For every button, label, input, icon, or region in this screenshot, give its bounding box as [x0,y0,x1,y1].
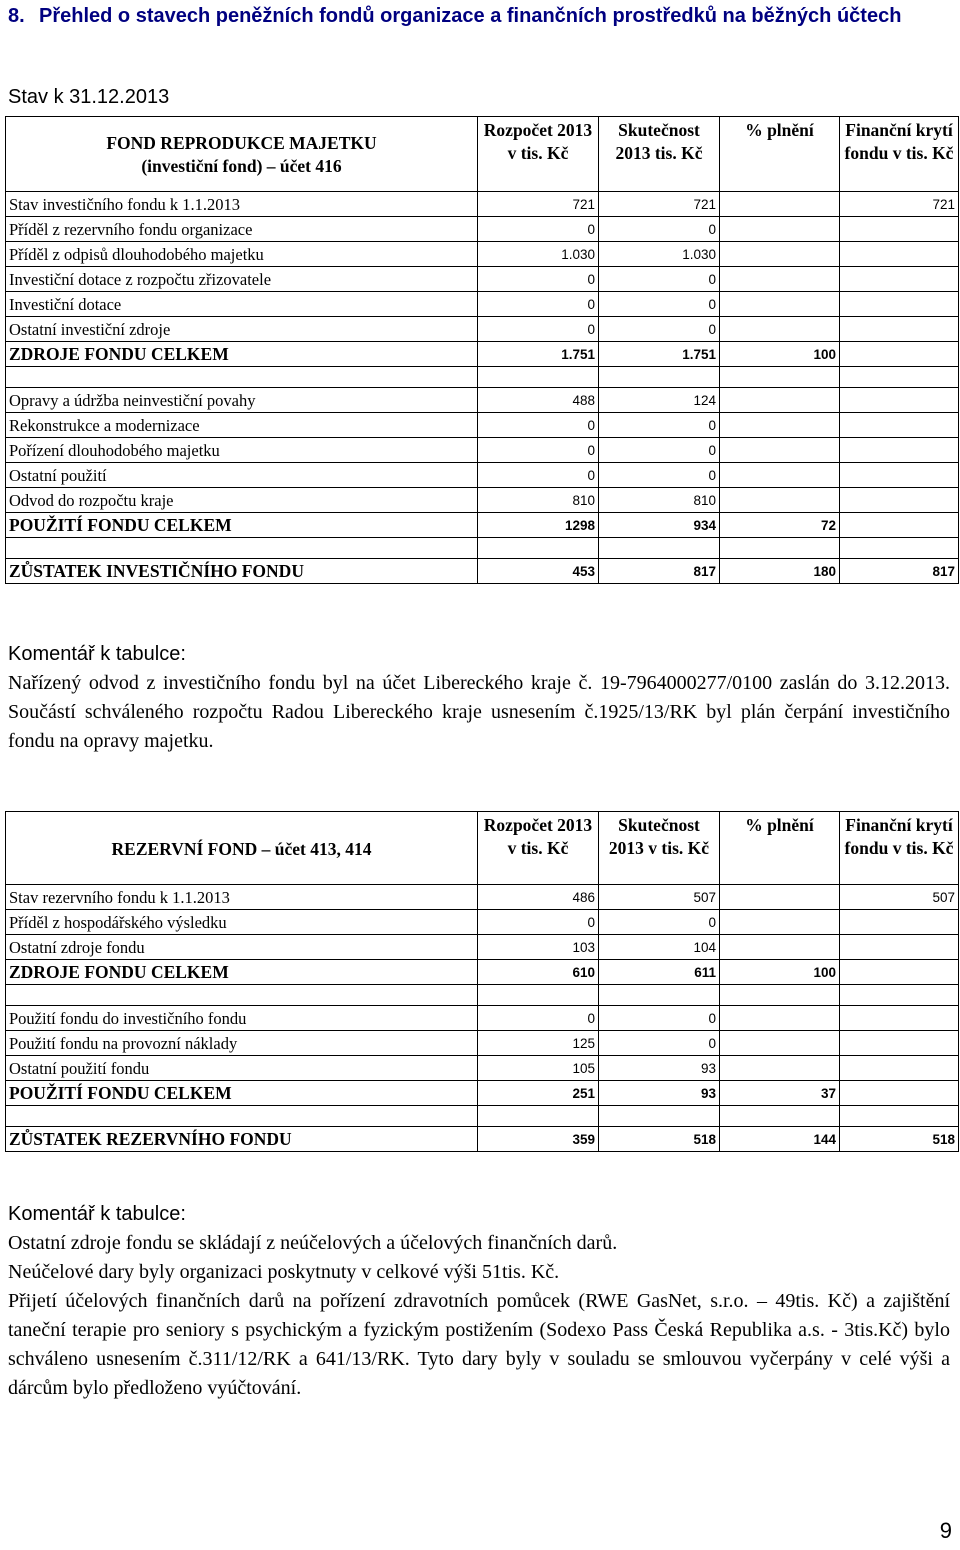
fund-name: FOND REPRODUKCE MAJETKU [106,133,377,153]
empty-cell [478,1106,599,1127]
coverage-value [840,438,959,463]
table-row [6,960,959,985]
empty-cell [599,538,720,559]
coverage-value [840,292,959,317]
row-label: ZDROJE FONDU CELKEM [6,342,478,367]
actual-value: 0 [599,438,720,463]
coverage-value: 518 [840,1127,959,1152]
coverage-value: 721 [840,192,959,217]
actual-value: 0 [599,317,720,342]
table-row [6,242,959,267]
actual-value: 0 [599,1006,720,1031]
budget-value: 488 [478,388,599,413]
percent-value [720,488,840,513]
budget-value: 103 [478,935,599,960]
percent-value: 72 [720,513,840,538]
row-label: Investiční dotace [6,292,478,317]
row-label: Rekonstrukce a modernizace [6,413,478,438]
comment-line: Ostatní zdroje fondu se skládají z neúčelových a účelových finančních darů. [8,1232,618,1254]
comment-investment [8,640,950,756]
row-label: Opravy a údržba neinvestiční povahy [6,388,478,413]
coverage-value [840,910,959,935]
row-label: Pořízení dlouhodobého majetku [6,438,478,463]
col-header-percent: % plnění [720,812,840,885]
table-spacer-row [6,367,959,388]
coverage-value [840,463,959,488]
actual-value: 507 [599,885,720,910]
coverage-value [840,217,959,242]
budget-value: 359 [478,1127,599,1152]
budget-value: 453 [478,559,599,584]
empty-cell [840,1106,959,1127]
table-spacer-row [6,985,959,1006]
table-row [6,438,959,463]
percent-value [720,463,840,488]
row-label: Investiční dotace z rozpočtu zřizovatele [6,267,478,292]
coverage-value: 817 [840,559,959,584]
table-row [6,1056,959,1081]
budget-value: 105 [478,1056,599,1081]
actual-value: 0 [599,267,720,292]
row-label: Použití fondu do investičního fondu [6,1006,478,1031]
empty-cell [6,985,478,1006]
budget-value: 0 [478,910,599,935]
percent-value [720,267,840,292]
row-label: Příděl z odpisů dlouhodobého majetku [6,242,478,267]
row-label: ZŮSTATEK INVESTIČNÍHO FONDU [6,559,478,584]
row-label: Příděl z hospodářského výsledku [6,910,478,935]
fund-name-cell [6,812,478,885]
comment-label: Komentář k tabulce: [8,1203,186,1225]
row-label: Ostatní zdroje fondu [6,935,478,960]
row-label: Stav rezervního fondu k 1.1.2013 [6,885,478,910]
budget-value: 0 [478,413,599,438]
comment-text: Nařízený odvod z investičního fondu byl na účet Libereckého kraje č. 19-7964000277/0100 zaslán do 3.12.2013. Součástí schváleného rozpočtu Radou Libereckého kraje usnesením č.1925/13/RK byl plán čerpání investičního fondu na opravy majetku. [8,672,950,752]
budget-value: 0 [478,267,599,292]
actual-value: 0 [599,413,720,438]
actual-value: 817 [599,559,720,584]
percent-value [720,192,840,217]
percent-value [720,413,840,438]
percent-value [720,1031,840,1056]
table-row [6,292,959,317]
col-header-budget: Rozpočet 2013 v tis. Kč [478,117,599,192]
actual-value: 0 [599,910,720,935]
actual-value: 1.030 [599,242,720,267]
budget-value: 125 [478,1031,599,1056]
col-header-coverage: Finanční krytí fondu v tis. Kč [840,117,959,192]
row-label: POUŽITÍ FONDU CELKEM [6,513,478,538]
actual-value: 611 [599,960,720,985]
empty-cell [6,367,478,388]
actual-value: 93 [599,1081,720,1106]
budget-value: 0 [478,438,599,463]
budget-value: 0 [478,1006,599,1031]
section-title: Přehled o stavech peněžních fondů organizace a finančních prostředků na běžných účtech [39,5,902,27]
budget-value: 0 [478,463,599,488]
row-label: Odvod do rozpočtu kraje [6,488,478,513]
row-label: Stav investičního fondu k 1.1.2013 [6,192,478,217]
budget-value: 0 [478,292,599,317]
coverage-value [840,935,959,960]
empty-cell [720,1106,840,1127]
budget-value: 0 [478,317,599,342]
table-spacer-row [6,538,959,559]
empty-cell [6,538,478,559]
actual-value: 124 [599,388,720,413]
budget-value: 1.030 [478,242,599,267]
comment-line: Neúčelové dary byly organizaci poskytnuty v celkové výši 51tis. Kč. [8,1261,560,1283]
page-number: 9 [939,1518,952,1543]
percent-value [720,910,840,935]
fund-name: REZERVNÍ FOND – účet 413, 414 [111,838,372,859]
budget-value: 1298 [478,513,599,538]
table-row [6,1006,959,1031]
row-label: ZDROJE FONDU CELKEM [6,960,478,985]
coverage-value [840,960,959,985]
col-header-actual: Skutečnost 2013 tis. Kč [599,117,720,192]
coverage-value [840,1031,959,1056]
table-row [6,935,959,960]
col-header-coverage: Finanční krytí fondu v tis. Kč [840,812,959,885]
percent-value [720,1056,840,1081]
table-row [6,388,959,413]
as-of-date: Stav k 31.12.2013 [8,86,170,108]
empty-cell [840,367,959,388]
table-row [6,1081,959,1106]
col-header-percent: % plnění [720,117,840,192]
percent-value [720,317,840,342]
budget-value: 721 [478,192,599,217]
percent-value [720,885,840,910]
table-header-row [6,117,959,192]
percent-value: 180 [720,559,840,584]
table-row [6,488,959,513]
table-row [6,910,959,935]
empty-cell [840,538,959,559]
table-header-row [6,812,959,885]
budget-value: 1.751 [478,342,599,367]
coverage-value [840,1006,959,1031]
percent-value [720,388,840,413]
empty-cell [478,538,599,559]
row-label: Příděl z rezervního fondu organizace [6,217,478,242]
empty-cell [599,985,720,1006]
table-row [6,317,959,342]
actual-value: 0 [599,292,720,317]
actual-value: 810 [599,488,720,513]
row-label: Ostatní použití fondu [6,1056,478,1081]
percent-value: 100 [720,960,840,985]
percent-value [720,935,840,960]
percent-value [720,242,840,267]
actual-value: 93 [599,1056,720,1081]
row-label: Ostatní investiční zdroje [6,317,478,342]
coverage-value [840,513,959,538]
coverage-value [840,267,959,292]
col-header-actual: Skutečnost 2013 v tis. Kč [599,812,720,885]
empty-cell [478,367,599,388]
percent-value: 37 [720,1081,840,1106]
row-label: ZŮSTATEK REZERVNÍHO FONDU [6,1127,478,1152]
table-row [6,267,959,292]
budget-value: 251 [478,1081,599,1106]
table-row [6,413,959,438]
percent-value [720,438,840,463]
row-label: POUŽITÍ FONDU CELKEM [6,1081,478,1106]
investment-fund-table [5,116,959,584]
actual-value: 721 [599,192,720,217]
comment-line: Přijetí účelových finančních darů na pořízení zdravotních pomůcek (RWE GasNet, s.r.o. – 49tis. Kč) a zajištění taneční terapie pro seniory s psychickým a fyzickým postižením (Sodexo Pass Česká Republika a.s. - 3tis.Kč) bylo schváleno usnesením č.311/12/RK a 641/13/RK. Tyto dary byly v souladu se smlouvou vyčerpány v celé výši a dárcům bylo předloženo vyúčtování. [8,1290,950,1399]
coverage-value [840,388,959,413]
table-row [6,463,959,488]
empty-cell [6,1106,478,1127]
percent-value: 144 [720,1127,840,1152]
table-row [6,342,959,367]
reserve-fund-table [5,811,959,1152]
coverage-value [840,342,959,367]
row-label: Použití fondu na provozní náklady [6,1031,478,1056]
fund-account: (investiční fond) – účet 416 [141,156,342,176]
table-row [6,217,959,242]
empty-cell [478,985,599,1006]
coverage-value [840,488,959,513]
table-row [6,1031,959,1056]
percent-value: 100 [720,342,840,367]
empty-cell [599,1106,720,1127]
coverage-value [840,1056,959,1081]
coverage-value [840,413,959,438]
empty-cell [720,367,840,388]
fund-name-cell [6,117,478,192]
budget-value: 0 [478,217,599,242]
actual-value: 0 [599,217,720,242]
percent-value [720,1006,840,1031]
comment-label: Komentář k tabulce: [8,643,186,665]
table-row [6,192,959,217]
coverage-value: 507 [840,885,959,910]
table-row [6,559,959,584]
coverage-value [840,317,959,342]
empty-cell [720,538,840,559]
actual-value: 104 [599,935,720,960]
actual-value: 1.751 [599,342,720,367]
table-row [6,513,959,538]
coverage-value [840,1081,959,1106]
empty-cell [599,367,720,388]
percent-value [720,292,840,317]
coverage-value [840,242,959,267]
actual-value: 934 [599,513,720,538]
col-header-budget: Rozpočet 2013 v tis. Kč [478,812,599,885]
row-label: Ostatní použití [6,463,478,488]
empty-cell [720,985,840,1006]
percent-value [720,217,840,242]
actual-value: 518 [599,1127,720,1152]
section-heading [8,2,948,31]
actual-value: 0 [599,463,720,488]
actual-value: 0 [599,1031,720,1056]
comment-reserve [8,1200,950,1403]
budget-value: 810 [478,488,599,513]
empty-cell [840,985,959,1006]
section-number: 8. [8,5,25,27]
table-row [6,885,959,910]
budget-value: 486 [478,885,599,910]
table-spacer-row [6,1106,959,1127]
budget-value: 610 [478,960,599,985]
table-row [6,1127,959,1152]
